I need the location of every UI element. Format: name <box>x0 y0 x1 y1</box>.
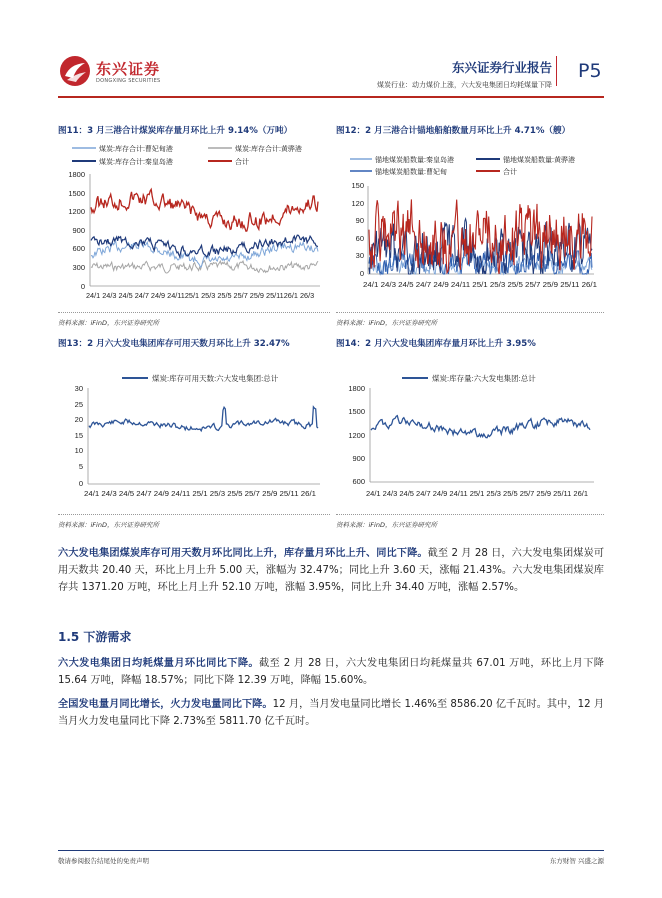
paragraph-stock-lead: 六大发电集团煤炭库存可用天数月环比同比上升，库存量月环比上升、同比下降。 <box>58 548 428 559</box>
chart13-ytick-10: 10 <box>74 446 83 455</box>
chart11-divider <box>58 312 330 313</box>
header-divider <box>556 56 557 86</box>
chart11-ytick-0: 0 <box>80 282 85 291</box>
chart11 <box>58 140 328 305</box>
chart11-ytick-1500: 1500 <box>68 189 85 198</box>
chart12-y-ticks <box>351 181 364 278</box>
chart11-ytick-300: 300 <box>72 263 85 272</box>
chart11-ytick-900: 900 <box>72 226 85 235</box>
chart12-legend-1: 锚地煤炭船数量:秦皇岛港 <box>375 157 454 164</box>
chart11-ytick-1200: 1200 <box>68 207 85 216</box>
footer-rule <box>58 850 604 851</box>
chart14 <box>336 360 604 505</box>
chart11-title: 图11：3 月三港合计煤炭库存量月环比上升 9.14%（万吨） <box>58 126 293 136</box>
chart13-x-ticks: 24/1 24/3 24/5 24/7 24/9 24/11 25/1 25/3 25/5 25/7 25/9 25/11 26/1 <box>84 489 316 498</box>
chart13 <box>58 360 330 505</box>
chart12-title: 图12：2 月三港合计锚地船舶数量月环比上升 4.71%（艘） <box>336 126 571 136</box>
chart11-y-ticks <box>68 170 85 291</box>
chart11-ytick-600: 600 <box>72 244 85 253</box>
paragraph-consumption <box>58 655 604 689</box>
chart13-ytick-25: 25 <box>74 400 83 409</box>
chart11-legend-4: 合计 <box>235 159 249 166</box>
paragraph-stock-text: 截至 2 月 28 日，六大发电集团煤炭可用天数共 20.40 天，环比上月上升 5.00 天，涨幅为 32.47%；同比上升 3.60 天，涨幅 21.43%。六大发电集团煤炭库存共 1371.20 万吨，环比上月上升 52.10 万吨，涨幅 3.95%，同比上升 34.40 万吨，涨幅 2.57%。 <box>58 548 605 593</box>
paragraph-consumption-text: 截至 2 月 28 日，六大发电集团日均耗煤量共 67.01 万吨，环比上月下降 15.64 万吨，降幅 18.57%；同比下降 12.39 万吨，降幅 15.60%。 <box>58 658 604 686</box>
chart13-ytick-0: 0 <box>78 479 83 488</box>
chart11-ytick-1800: 1800 <box>68 170 85 179</box>
chart12-divider <box>336 312 604 313</box>
chart13-source: 资料来源：iFinD，东兴证券研究所 <box>58 521 159 529</box>
header-rule <box>58 96 604 98</box>
chart14-ytick-600: 600 <box>352 477 365 486</box>
chart13-divider <box>58 514 330 515</box>
chart12-ytick-60: 60 <box>355 234 364 243</box>
chart13-ytick-30: 30 <box>74 384 83 393</box>
paragraph-power-lead: 全国发电量月同比增长，火力发电量同比下降。 <box>58 699 273 710</box>
chart11-legend-1: 煤炭:库存合计:曹妃甸港 <box>99 146 173 153</box>
footer-disclaimer: 敬请参阅报告结尾处的免责声明 <box>58 857 149 865</box>
chart13-series-days <box>89 407 318 431</box>
page-number: P5 <box>578 60 602 82</box>
chart12-ytick-30: 30 <box>355 251 364 260</box>
logo-emblem-icon <box>58 54 92 88</box>
chart12-ytick-90: 90 <box>355 216 364 225</box>
chart12-source: 资料来源：iFinD，东兴证券研究所 <box>336 319 437 327</box>
chart11-series-total <box>91 189 318 231</box>
chart14-ytick-900: 900 <box>352 454 365 463</box>
chart14-source: 资料来源：iFinD，东兴证券研究所 <box>336 521 437 529</box>
chart11-legend-3: 煤炭:库存合计:秦皇岛港 <box>99 159 173 166</box>
logo-en-text: DONGXING SECURITIES <box>96 78 161 84</box>
chart13-ytick-5: 5 <box>78 462 83 471</box>
footer-slogan: 东方财智 兴盛之源 <box>549 857 604 865</box>
paragraph-consumption-lead: 六大发电集团日均耗煤量月环比同比下降。 <box>58 658 259 669</box>
logo-cn-text: 东兴证券 <box>96 60 161 78</box>
chart12-x-ticks: 24/1 24/3 24/5 24/7 24/9 24/11 25/1 25/3 25/5 25/7 25/9 25/11 26/1 <box>363 282 598 289</box>
report-subtitle: 煤炭行业：动力煤价上涨，六大发电集团日均耗煤量下降 <box>377 81 552 89</box>
chart13-ytick-15: 15 <box>74 431 83 440</box>
paragraph-stock <box>58 545 604 596</box>
chart14-x-ticks: 24/1 24/3 24/5 24/7 24/9 24/11 25/1 25/3 25/5 25/7 25/9 25/11 26/1 <box>366 491 589 498</box>
chart11-legend-2: 煤炭:库存合计:黄骅港 <box>235 146 302 153</box>
paragraph-power <box>58 696 604 730</box>
chart14-ytick-1200: 1200 <box>348 431 365 440</box>
chart14-title: 图14：2 月六大发电集团库存量月环比上升 3.95% <box>336 339 536 349</box>
chart12-ytick-120: 120 <box>351 199 364 208</box>
chart13-title: 图13：2 月六大发电集团库存可用天数月环比上升 32.47% <box>58 339 290 349</box>
chart14-series-stock <box>371 416 590 438</box>
chart12-legend-3: 锚地煤炭船数量:曹妃甸 <box>375 169 447 176</box>
chart14-ytick-1800: 1800 <box>348 384 365 393</box>
paragraph-power-text: 12 月，当月发电量同比增长 1.46%至 8586.20 亿千瓦时。其中，12 月当月火力发电量同比下降 2.73%至 5811.70 亿千瓦时。 <box>58 699 605 727</box>
chart11-series-huanghua <box>91 261 318 274</box>
report-title: 东兴证券行业报告 <box>451 60 552 75</box>
chart12 <box>336 140 604 305</box>
chart14-ytick-1500: 1500 <box>348 407 365 416</box>
chart12-legend-4: 合计 <box>503 169 517 176</box>
section-title: 1.5 下游需求 <box>58 630 132 644</box>
chart12-legend-2: 锚地煤炭船数量:黄骅港 <box>503 157 575 164</box>
chart11-source: 资料来源：iFinD，东兴证券研究所 <box>58 319 159 327</box>
chart13-ytick-20: 20 <box>74 415 83 424</box>
chart14-legend-1: 煤炭:库存量:六大发电集团:总计 <box>432 374 536 383</box>
chart11-x-ticks: 24/1 24/3 24/5 24/7 24/9 24/1125/1 25/3 25/5 25/7 25/9 25/1126/1 26/3 <box>86 291 315 300</box>
chart14-y-ticks <box>348 384 365 486</box>
chart13-legend-1: 煤炭:库存可用天数:六大发电集团:总计 <box>152 374 279 383</box>
chart13-y-ticks <box>75 384 83 488</box>
chart12-ytick-0: 0 <box>359 269 364 278</box>
company-logo <box>58 54 178 88</box>
chart12-ytick-150: 150 <box>351 181 364 190</box>
chart14-divider <box>336 514 604 515</box>
